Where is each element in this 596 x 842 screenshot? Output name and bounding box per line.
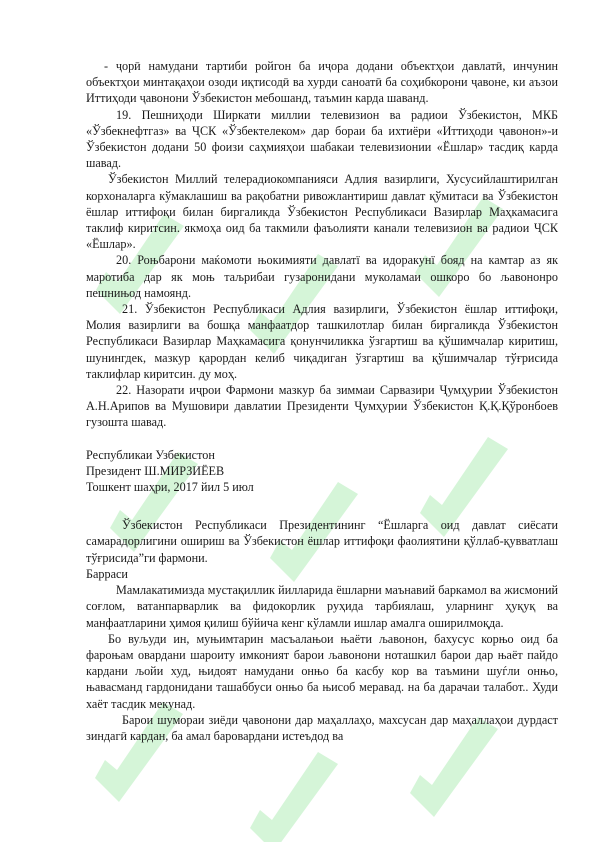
- paragraph-intro: - ҷорӣ намудани тартиби ройгон ба иҷора додани объектҳои давлатӣ, инчунин объектҳои минтақаҳои озоди иқтисодӣ ва хурди саноатӣ ба соҳибкорони ҷавоне, ки аъзои Иттиҳоди ҷавонони Ўзбекистон мебошанд, таъмин карда шаванд.: [86, 59, 558, 106]
- paragraph-s2-1: Мамлакатимизда мустақиллик йилларида ёшларни маънавий баркамол ва жисмоний соғлом, ватанпарварлик ва фидокорлик руҳида тарбиялаш, уларнинг ҳуқуқ ва манфаатларини ҳимоя қилиш бўйича кенг кўламли ишлар амалга оширилмоқда.: [86, 583, 558, 630]
- paragraph-uz-proposal: Ўзбекистон Миллий телерадиокомпанияси Адлия вазирлиги, Хусусийлаштирилган корхоналарга кўмаклашиш ва рақобатни ривожлантириш давлат қўмитаси ва Ўзбекистон ёшлар иттифоқи билан биргаликда Ўзбекистон Республикаси Вазирлар Маҳкамасига таклиф киритсин. якмоҳа оид ба такмили фаъолияти канали телевизион ва радиои ҶСК «Ёшлар».: [86, 172, 558, 252]
- paragraph-item-21: 21. Ўзбекистон Республикаси Адлия вазирлиги, Ўзбекистон ёшлар иттифоқи, Молия вазирлиги ва бошқа манфаатдор ташкилотлар билан биргаликда Ўзбекистон Республикаси Вазирлар Маҳкамасига қонунчиликка ўзгартиш ва қўшимчалар киритиш, шунингдек, мазкур қарордан келиб чиқадиган ўзгартиш ва қўшимчалар тўғрисида таклифлар киритсин. ду моҳ.: [86, 302, 558, 381]
- signature-president: Президент Ш.МИРЗИЁЕВ: [86, 463, 225, 478]
- paragraph-item-22: 22. Назорати иҷрои Фармони мазкур ба зиммаи Сарвазири Ҷумҳурии Ўзбекистон А.Н.Арипов ва Мушовири давлатии Президенти Ҷумҳурии Ўзбекистон Қ.Қ.Қўронбоев гузошта шавад.: [86, 383, 558, 430]
- paragraph-item-19: 19. Пешниҳоди Ширкати миллии телевизион ва радиои Ўзбекистон, МКБ «Ўзбекнефтгаз» ва ҶСК «Ўзбектелеком» дар бораи ба ихтиёри «Иттиҳоди ҷавонон»-и Ўзбекистон додани 50 фоизи саҳмияҳои шабакаи телевизионии «Ёшлар» тасдиқ карда шавад.: [86, 107, 558, 171]
- watermark-tick-icon: [250, 752, 338, 842]
- document-body: [86, 58, 558, 744]
- paragraph-s2-3: Барои шумораи зиёди ҷавонони дар маҳаллаҳо, махсусан дар маҳаллаҳои дурдаст зиндагӣ кардан, ба амал баровардани истеъдод ва: [86, 712, 558, 743]
- signature-place-date: Тошкент шаҳри, 2017 йил 5 июл: [86, 480, 254, 495]
- signature-block: [86, 447, 558, 496]
- section-title: Ўзбекистон Республикаси Президентининг “Ёшларга оид давлат сиёсати самарадорлигини ошириш ва Ўзбекистон ёшлар иттифоқи фаолиятини қўллаб-қувватлаш тўғрисида”ги фармони.: [86, 518, 558, 565]
- section-label: Барраси: [86, 566, 128, 581]
- signature-country: Республикаи Узбекистон: [86, 447, 215, 462]
- paragraph-s2-2: Бо вуљуди ин, муњимтарин масъалањои њаёти љавонон, бахусус корњо оид ба фароњам овардани шароиту имконият барои љавонони ноташкил барои дар њаёт пайдо кардани љойи худ, њидоят намудани онњо ба касбу кор ва таъмини шуѓли онњо, њавасманд гардонидани ташаббуси онњо ба њисоб меравад. на ба дарачаи талабот.. Худи хаёт тасдик мекунад.: [86, 631, 558, 711]
- paragraph-item-20: 20. Роњбарони маќомоти њокимияти давлатї ва идоракунї бояд на камтар аз як маротиба дар як моњ таљрибаи гузаронидани муколамаи ошкоро бо љавононро пешнињод намоянд.: [86, 253, 558, 300]
